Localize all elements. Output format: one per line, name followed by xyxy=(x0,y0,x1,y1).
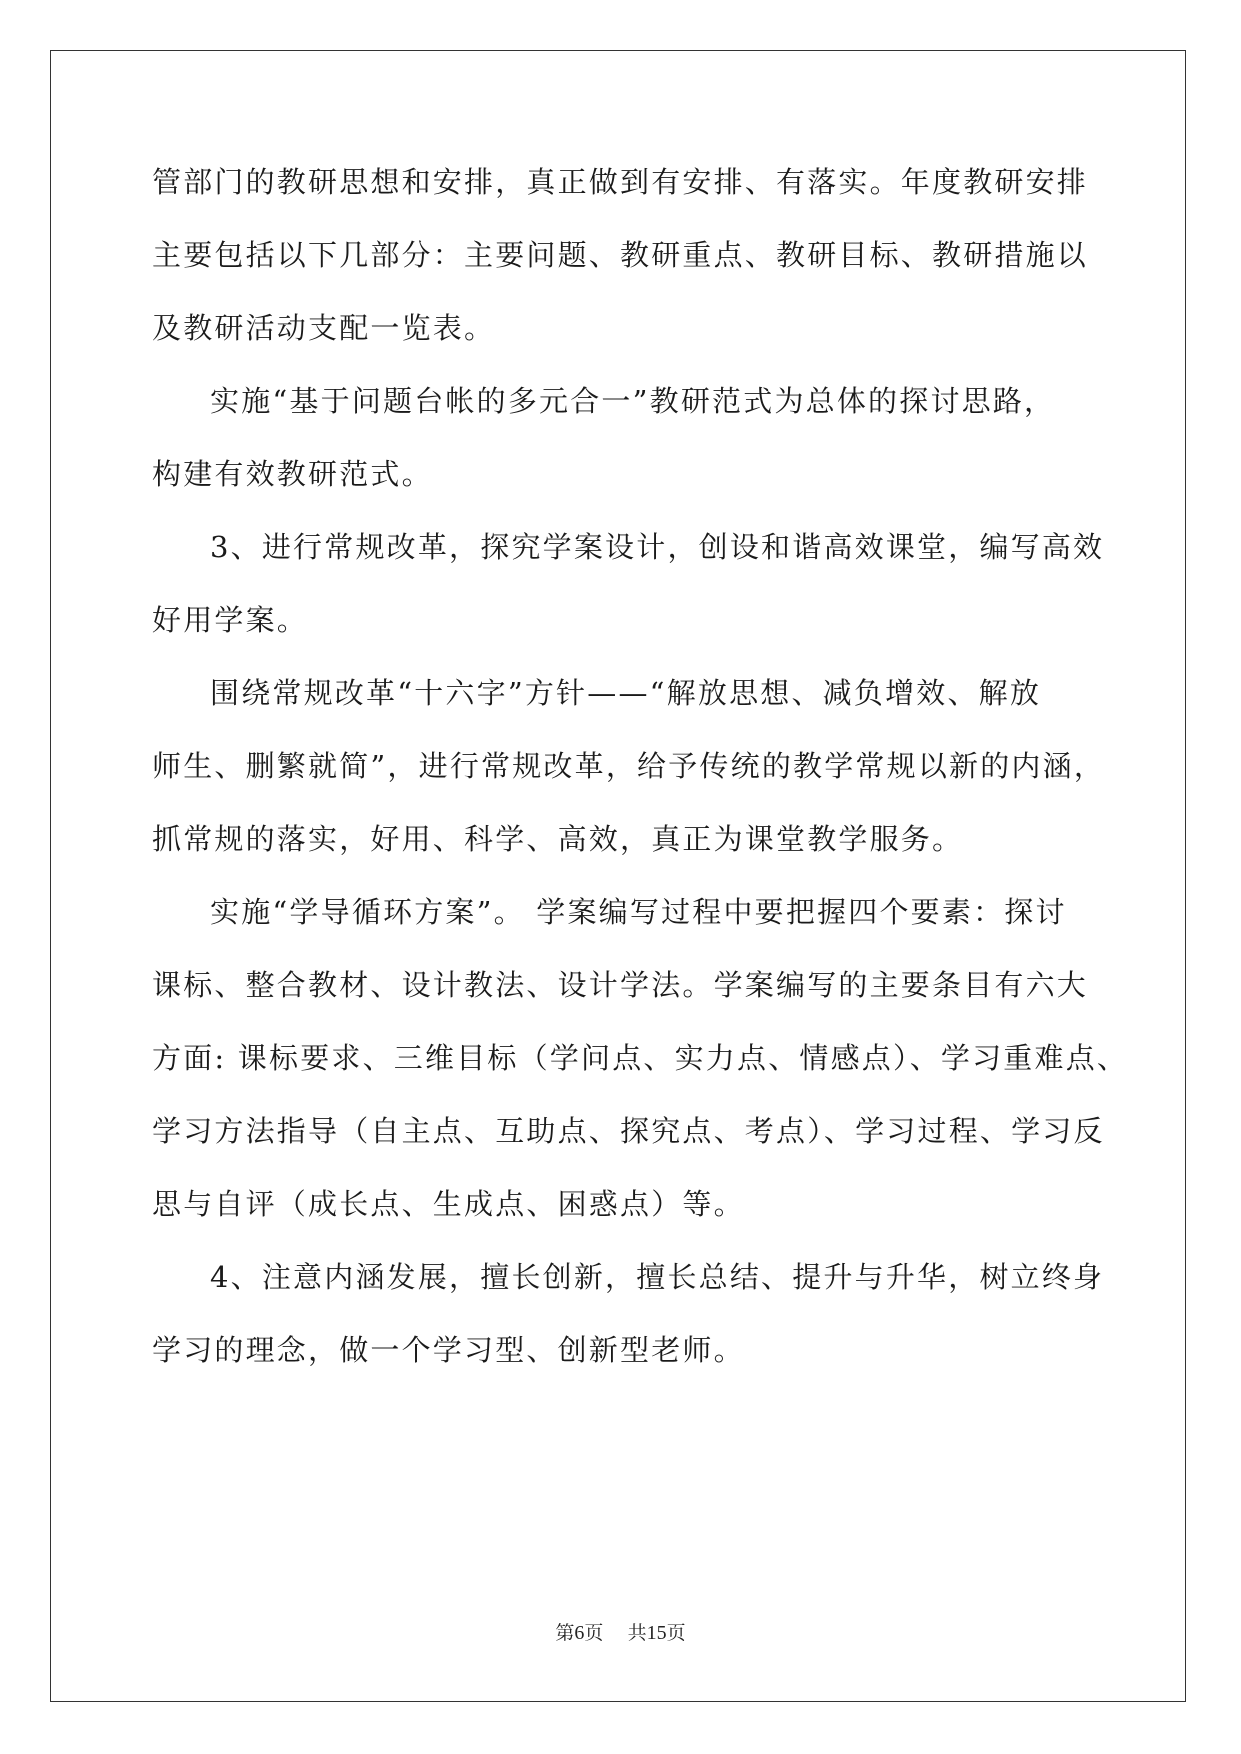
total-prefix: 共 xyxy=(627,1622,647,1644)
text-line: 抓常规的落实，好用、科学、高效，真正为课堂教学服务。 xyxy=(152,822,964,856)
page-prefix: 第 xyxy=(555,1622,575,1644)
text-line: 课标、整合教材、设计教法、设计学法。学案编写的主要条目有六大 xyxy=(152,968,1089,1002)
page-number: 6 xyxy=(574,1622,585,1644)
text-line: 师生、删繁就简”，进行常规改革，给予传统的教学常规以新的内涵， xyxy=(152,749,1106,783)
text-line: 主要包括以下几部分：主要问题、教研重点、教研目标、教研措施以 xyxy=(152,238,1089,272)
text-line: 围绕常规改革“十六字”方针——“解放思想、减负增效、解放 xyxy=(210,676,1042,710)
page-suffix: 页 xyxy=(584,1622,604,1644)
text-line: 学习的理念，做一个学习型、创新型老师。 xyxy=(152,1333,745,1367)
text-line: 构建有效教研范式。 xyxy=(152,457,433,491)
text-line: 管部门的教研思想和安排，真正做到有安排、有落实。年度教研安排 xyxy=(152,165,1089,199)
text-line: 实施“学导循环方案”。 学案编写过程中要把握四个要素：探讨 xyxy=(210,895,1067,929)
text-line: 方面: 课标要求、三维目标（学问点、实力点、情感点）、学习重难点、 xyxy=(152,1041,1129,1075)
page-border xyxy=(50,50,1186,1702)
text-line: 实施“基于问题台帐的多元合一”教研范式为总体的探讨思路， xyxy=(210,384,1056,418)
total-pages: 15 xyxy=(646,1622,667,1644)
text-line: 好用学案。 xyxy=(152,603,309,637)
total-suffix: 页 xyxy=(666,1622,686,1644)
text-line: 思与自评（成长点、生成点、困惑点）等。 xyxy=(152,1187,745,1221)
text-line: 及教研活动支配一览表。 xyxy=(152,311,496,345)
text-line: 4、注意内涵发展，擅长创新，擅长总结、提升与升华，树立终身 xyxy=(210,1260,1105,1294)
page-footer xyxy=(0,1618,1241,1645)
text-line: 学习方法指导（自主点、互助点、探究点、考点）、学习过程、学习反 xyxy=(152,1114,1105,1148)
text-line: 3、进行常规改革，探究学案设计，创设和谐高效课堂，编写高效 xyxy=(210,530,1105,564)
